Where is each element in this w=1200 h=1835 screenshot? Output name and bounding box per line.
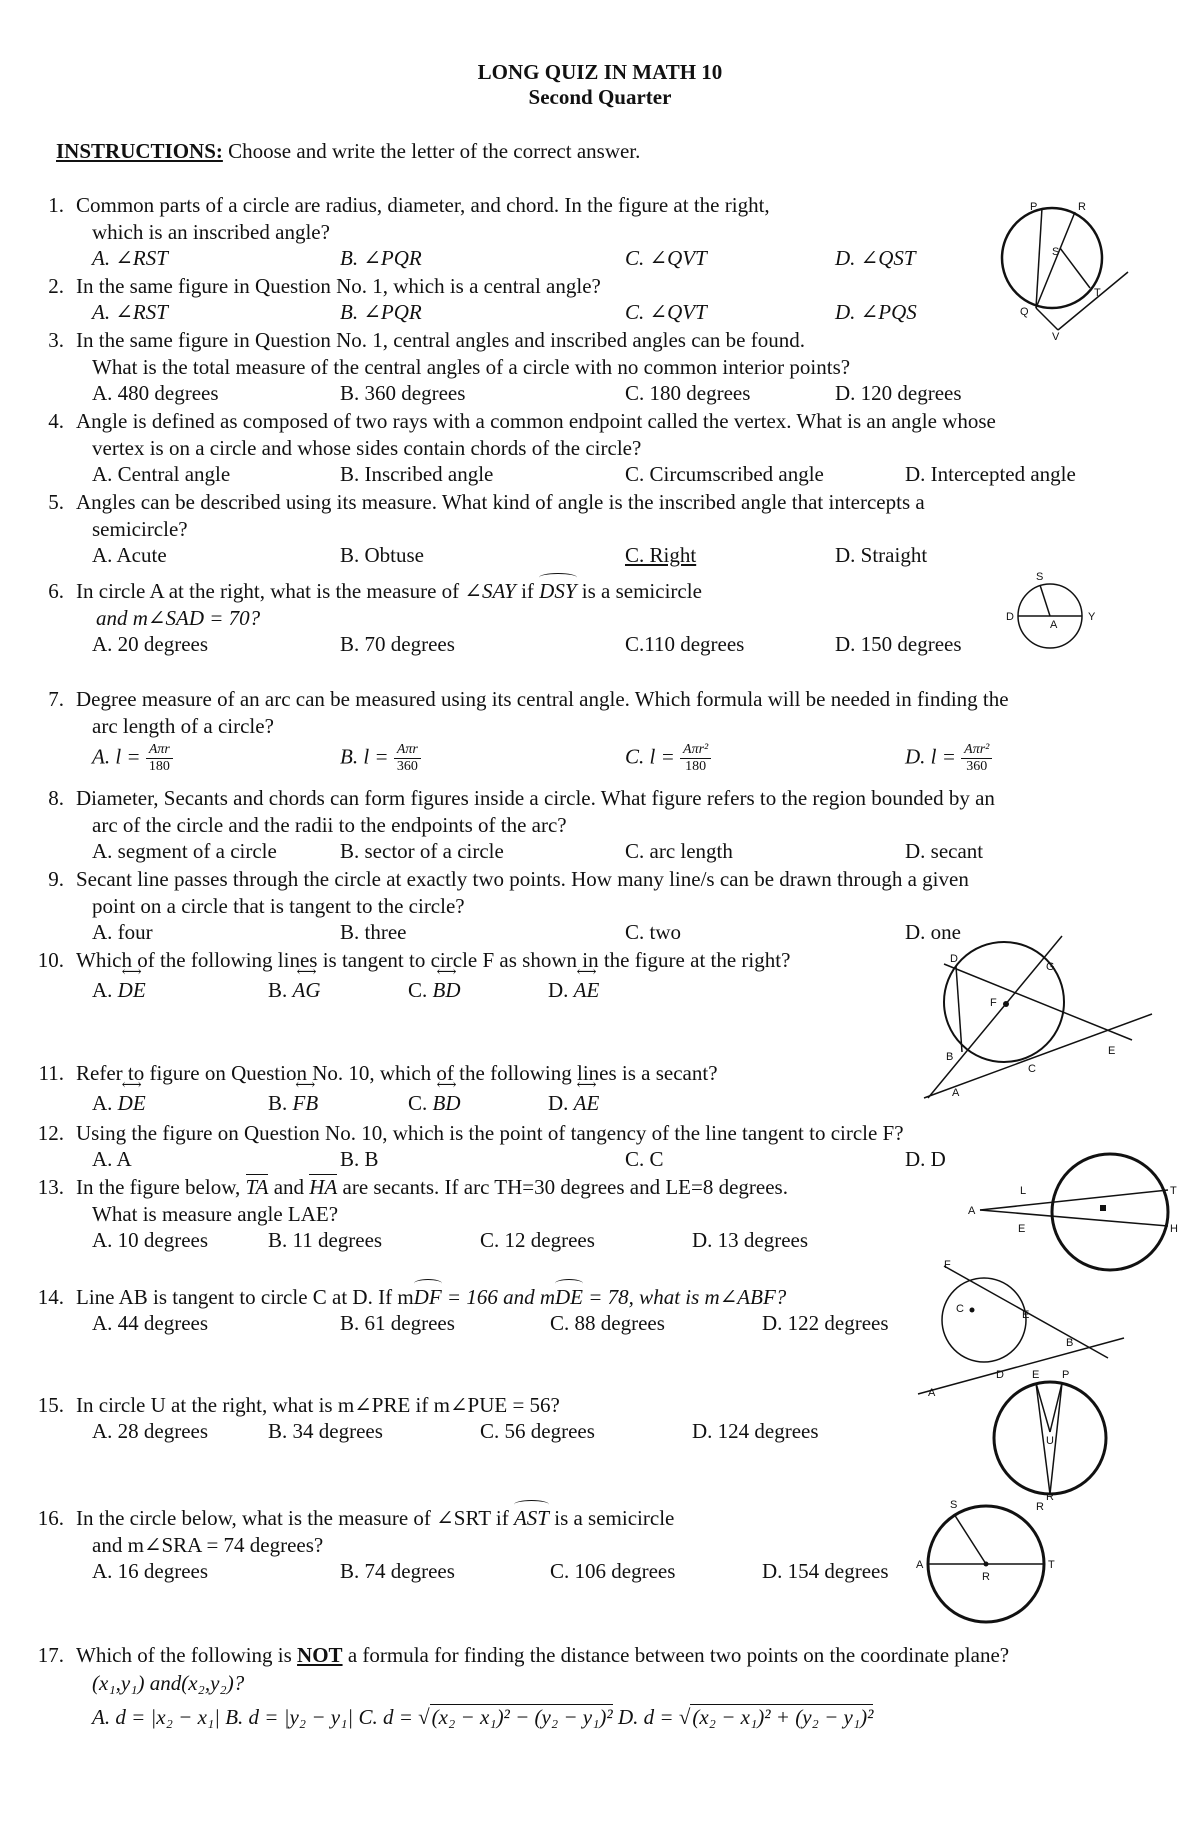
fig13-label: A (968, 1205, 976, 1217)
q17-choice-d[interactable] (618, 1705, 873, 1729)
question-text: Line AB is tangent to circle C at D. If m (76, 1285, 414, 1309)
q13-choice-c[interactable]: C. 12 degrees (480, 1228, 595, 1252)
q9-choice-a[interactable]: A. four (92, 920, 153, 944)
q13-choice-b[interactable]: B. 11 degrees (268, 1228, 383, 1252)
question-number: 7. (48, 687, 64, 711)
q12-choice-d[interactable]: D. D (905, 1147, 946, 1171)
question-8-line2: arc of the circle and the radii to the endpoints of the arc? (92, 813, 567, 837)
q3-choice-a[interactable]: A. 480 degrees (92, 381, 219, 405)
question-number: 15. (37, 1393, 64, 1417)
question-text: Common parts of a circle are radius, diameter, and chord. In the figure at the right, (76, 193, 770, 217)
fig16-label: A (916, 1559, 924, 1571)
question-text: is a semicircle (548, 1506, 675, 1530)
q2-choice-a[interactable]: A. ∠RST (92, 300, 168, 324)
question-9 (30, 866, 969, 893)
question-7 (30, 686, 1009, 713)
fig16-label: T (1048, 1559, 1055, 1571)
q6-choice-b[interactable]: B. 70 degrees (340, 632, 455, 656)
radius-as (1040, 585, 1050, 616)
fig1-label: V (1052, 331, 1060, 343)
quiz-subtitle: Second Quarter (528, 85, 672, 109)
q8-choice-b[interactable]: B. sector of a circle (340, 839, 504, 863)
q10-choice-a[interactable] (92, 978, 146, 1003)
figure-q16-circle (906, 1496, 1056, 1636)
choice-prefix: D. (548, 978, 574, 1002)
denominator: 360 (396, 759, 418, 774)
fig15-label: E (1032, 1369, 1040, 1381)
q2-choice-c[interactable]: C. ∠QVT (625, 300, 707, 324)
question-text: Degree measure of an arc can be measured using its central angle. Which formula will be needed in finding the (76, 687, 1009, 711)
arc-notation (514, 1506, 549, 1530)
question-4-line2: vertex is on a circle and whose sides contain chords of the circle? (92, 436, 642, 460)
q14-choice-a[interactable]: A. 44 degrees (92, 1311, 209, 1335)
denominator: 180 (148, 759, 170, 774)
fig10-label: F (990, 997, 997, 1009)
q17-choice-a[interactable]: A. d = |x₂ − x₁| (92, 1705, 220, 1729)
arc-label: DE (555, 1285, 584, 1309)
q13-choice-d[interactable]: D. 13 degrees (692, 1228, 809, 1252)
choice-prefix: B. l = (340, 744, 389, 769)
center-f (1003, 1001, 1009, 1007)
fig14-label: E (1022, 1309, 1030, 1321)
q10-choice-d[interactable] (548, 978, 599, 1003)
q6-choice-d[interactable]: D. 150 degrees (835, 632, 962, 656)
q7-choice-d[interactable] (905, 742, 992, 775)
q10-choice-c[interactable] (408, 978, 461, 1003)
fig6-label: D (1006, 611, 1014, 623)
q16-choice-d[interactable]: D. 154 degrees (762, 1559, 889, 1583)
fig15-label: R (1046, 1491, 1054, 1503)
radicand: (x₂ − x₁)² − (y₂ − y₁)² (431, 1705, 613, 1729)
fig14-label: A (928, 1387, 936, 1399)
fig15-label: U (1046, 1435, 1054, 1447)
question-1-line2: which is an inscribed angle? (92, 220, 330, 244)
fig1-label: S (1052, 246, 1060, 258)
q12-choice-c[interactable]: C. C (625, 1147, 664, 1171)
fig6-label: A (1050, 619, 1058, 631)
q1-choice-a[interactable]: A. ∠RST (92, 246, 168, 270)
question-number: 14. (37, 1285, 64, 1309)
q11-choice-a[interactable] (92, 1091, 146, 1116)
line-notation: ⟷ DE (118, 978, 146, 1003)
q11-choice-d[interactable] (548, 1091, 599, 1116)
fig13-label: L (1020, 1185, 1027, 1197)
question-text: In the same figure in Question No. 1, central angles and inscribed angles can be found. (76, 328, 805, 352)
center-r (984, 1562, 989, 1567)
question-3 (30, 327, 805, 354)
q4-choice-c[interactable]: C. Circumscribed angle (625, 462, 824, 486)
question-text: In circle U at the right, what is m∠PRE if m∠PUE = 56? (76, 1393, 560, 1417)
fig14-label: B (1066, 1337, 1074, 1349)
figure-q10-circle (922, 930, 1162, 1110)
q3-choice-c[interactable]: C. 180 degrees (625, 381, 751, 405)
question-6 (30, 578, 702, 605)
circle-c (942, 1278, 1026, 1362)
line-notation: ⟷ FB (293, 1091, 319, 1116)
q10-choice-b[interactable] (268, 978, 321, 1003)
center-c (970, 1308, 975, 1313)
question-number: 5. (48, 490, 64, 514)
q4-choice-b[interactable]: B. Inscribed angle (340, 462, 494, 486)
question-1 (30, 192, 770, 219)
q7-choice-c[interactable] (625, 742, 711, 775)
tangent-vt (1058, 272, 1128, 330)
denominator: 360 (966, 759, 988, 774)
q12-choice-b[interactable]: B. B (340, 1147, 379, 1171)
arc-notation (539, 579, 576, 603)
q3-choice-d[interactable]: D. 120 degrees (835, 381, 962, 405)
question-text: Which of the following lines is tangent to circle F as shown in the figure at the right? (76, 948, 791, 972)
angle-symbol: ∠SAY (464, 579, 516, 603)
line-notation: ⟷ AE (574, 978, 600, 1003)
q17-choices-row (92, 1704, 873, 1730)
q7-choice-a[interactable] (92, 742, 173, 775)
question-3-line2: What is the total measure of the central angles of a circle with no common interior points? (92, 355, 851, 379)
q1-choice-b[interactable]: B. ∠PQR (340, 246, 422, 270)
line-notation: ⟷ DE (118, 1091, 146, 1116)
q15-choice-a[interactable]: A. 28 degrees (92, 1419, 209, 1443)
line-notation: ⟷ BD (433, 978, 461, 1003)
secant-ta (980, 1190, 1168, 1210)
fraction (394, 742, 421, 775)
question-6-line2: and m∠SAD = 70? (96, 606, 261, 630)
q11-choice-b[interactable] (268, 1091, 318, 1116)
fig14-label: D (996, 1369, 1004, 1381)
emphasis-not: NOT (297, 1643, 343, 1667)
line-notation: ⟷ BD (433, 1091, 461, 1116)
arc-notation (555, 1285, 583, 1309)
fig16-label: R (982, 1571, 990, 1583)
fig13-label: H (1170, 1223, 1178, 1235)
circle (1002, 208, 1102, 308)
line-de (944, 964, 1132, 1040)
q9-choice-d[interactable]: D. one (905, 920, 961, 944)
figure-q6-circle (1000, 566, 1120, 650)
figure-q1-circle (990, 200, 1140, 343)
fig1-label: Q (1020, 306, 1029, 318)
q1-choice-c[interactable]: C. ∠QVT (625, 246, 707, 270)
q6-choice-c[interactable]: C.110 degrees (625, 632, 745, 656)
fig10-label: E (1108, 1045, 1116, 1057)
q5-choice-c[interactable]: C. Right (625, 543, 697, 567)
q5-choice-d[interactable]: D. Straight (835, 543, 928, 567)
question-text: and (268, 1175, 310, 1199)
q1-choice-d[interactable]: D. ∠QST (835, 246, 916, 270)
question-number: 11. (38, 1061, 64, 1085)
quiz-title: LONG QUIZ IN MATH 10 (477, 60, 723, 84)
q15-choice-b[interactable]: B. 34 degrees (268, 1419, 383, 1443)
q5-choice-b[interactable]: B. Obtuse (340, 543, 424, 567)
fig10-label: G (1046, 961, 1055, 973)
fig14-label: C (956, 1303, 964, 1315)
question-number: 12. (37, 1121, 64, 1145)
question-text: are secants. If arc TH=30 degrees and LE=8 degrees. (337, 1175, 788, 1199)
q15-choice-d[interactable]: D. 124 degrees (692, 1419, 819, 1443)
numerator: Aπr (394, 742, 421, 759)
q4-choice-a[interactable]: A. Central angle (92, 462, 231, 486)
fraction (961, 742, 992, 775)
question-number: 17. (37, 1643, 64, 1667)
numerator: Aπr² (680, 742, 711, 759)
question-text: Diameter, Secants and chords can form figures inside a circle. What figure refers to the region bounded by an (76, 786, 995, 810)
question-number: 16. (37, 1506, 64, 1530)
q16-choice-c[interactable]: C. 106 degrees (550, 1559, 676, 1583)
question-text: Using the figure on Question No. 10, which is the point of tangency of the line tangent to circle F? (76, 1121, 904, 1145)
q7-choice-b[interactable] (340, 742, 421, 775)
q14-choice-b[interactable]: B. 61 degrees (340, 1311, 455, 1335)
numerator: Aπr (146, 742, 173, 759)
question-text: In the circle below, what is the measure of ∠SRT if (76, 1506, 514, 1530)
arc-label: AST (513, 1506, 549, 1530)
tangent-qv (1036, 308, 1058, 330)
question-4 (30, 408, 996, 435)
line-notation: ⟷ AE (574, 1091, 600, 1116)
question-9-line2: point on a circle that is tangent to the circle? (92, 894, 465, 918)
q16-choice-a[interactable]: A. 16 degrees (92, 1559, 209, 1583)
q8-choice-d[interactable]: D. secant (905, 839, 984, 863)
fig10-label: B (946, 1051, 954, 1063)
choice-prefix: C. d = (358, 1705, 419, 1729)
fig10-label: C (1028, 1063, 1036, 1075)
numerator: Aπr² (961, 742, 992, 759)
segment-notation: HA (309, 1175, 338, 1199)
radius-ue (1036, 1383, 1050, 1432)
question-text: is a semicircle (576, 579, 702, 603)
question-text: Angles can be described using its measure. What kind of angle is the inscribed angle that intercepts a (76, 490, 925, 514)
q14-choice-c[interactable]: C. 88 degrees (550, 1311, 665, 1335)
question-text: a formula for finding the distance between two points on the coordinate plane? (342, 1643, 1010, 1667)
line-ag (928, 936, 1062, 1098)
question-text: Angle is defined as composed of two rays with a common endpoint called the vertex. What is an angle whose (76, 409, 996, 433)
radicand: (x₂ − x₁)² + (y₂ − y₁)² (692, 1705, 874, 1729)
instructions (56, 138, 640, 165)
q3-choice-b[interactable]: B. 360 degrees (340, 381, 466, 405)
question-number: 4. (48, 409, 64, 433)
question-16 (30, 1505, 674, 1532)
arc-notation (414, 1285, 442, 1309)
radius-up (1050, 1383, 1062, 1432)
figure-q13-circle (960, 1150, 1190, 1274)
fig13-label: E (1018, 1223, 1026, 1235)
question-text: Secant line passes through the circle at exactly two points. How many line/s can be drawn through a given (76, 867, 969, 891)
fig1-label: R (1078, 201, 1086, 213)
question-7-line2: arc length of a circle? (92, 714, 274, 738)
fig15-label: P (1062, 1369, 1070, 1381)
q4-choice-d[interactable]: D. Intercepted angle (905, 462, 1076, 486)
question-number: 3. (48, 328, 64, 352)
question-number: 10. (37, 948, 64, 972)
fig13-label: T (1170, 1185, 1177, 1197)
fig10-label: A (952, 1087, 960, 1099)
line-ae (924, 1014, 1152, 1098)
question-text: = 166 and m (441, 1285, 556, 1309)
choice-prefix: A. l = (92, 744, 141, 769)
fig1-label: T (1094, 287, 1101, 299)
q16-choice-b[interactable]: B. 74 degrees (340, 1559, 455, 1583)
center-point (1100, 1205, 1106, 1211)
q9-choice-c[interactable]: C. two (625, 920, 682, 944)
choice-prefix: D. (548, 1091, 574, 1115)
question-number: 6. (48, 579, 64, 603)
question-17 (30, 1642, 1009, 1669)
segment-notation: TA (245, 1175, 269, 1199)
question-5 (30, 489, 925, 516)
q15-choice-c[interactable]: C. 56 degrees (480, 1419, 595, 1443)
question-text: Refer to figure on Question No. 10, which of the following lines is a secant? (76, 1061, 718, 1085)
q8-choice-c[interactable]: C. arc length (625, 839, 733, 863)
choice-prefix: D. l = (905, 744, 956, 769)
question-number: 2. (48, 274, 64, 298)
circle (1052, 1154, 1168, 1270)
question-text: if (515, 579, 540, 603)
q17-choice-b[interactable]: B. d = |y₂ − y₁| (225, 1705, 354, 1729)
question-13 (30, 1174, 788, 1201)
fig16-label: S (950, 1499, 958, 1511)
q11-choice-c[interactable] (408, 1091, 461, 1116)
question-2 (30, 273, 601, 300)
choice-prefix: A. (92, 1091, 118, 1115)
q17-choice-c[interactable] (358, 1705, 612, 1729)
choice-prefix: C. (408, 978, 433, 1002)
instructions-label: INSTRUCTIONS: (56, 139, 223, 163)
question-14 (30, 1284, 786, 1311)
radius-rs (954, 1514, 986, 1564)
question-text: In circle A at the right, what is the measure of (76, 579, 465, 603)
question-text: In the same figure in Question No. 1, which is a central angle? (76, 274, 601, 298)
q14-choice-d[interactable]: D. 122 degrees (762, 1311, 889, 1335)
fig10-label: D (950, 953, 958, 965)
fig1-label: P (1030, 201, 1038, 213)
fig16-label: R (1036, 1501, 1044, 1513)
question-number: 13. (37, 1175, 64, 1199)
choice-prefix: D. d = (617, 1705, 679, 1729)
choice-prefix: C. (408, 1091, 433, 1115)
choice-prefix: C. l = (625, 744, 675, 769)
question-text: Which of the following is (76, 1643, 298, 1667)
choice-prefix: B. (268, 978, 293, 1002)
choice-prefix: A. (92, 978, 118, 1002)
line-notation: ⟷ AG (293, 978, 321, 1003)
question-number: 1. (48, 193, 64, 217)
question-5-line2: semicircle? (92, 517, 188, 541)
q5-choice-a[interactable]: A. Acute (92, 543, 167, 567)
fraction (680, 742, 711, 775)
segment-st (1060, 248, 1090, 288)
q8-choice-a[interactable]: A. segment of a circle (92, 839, 277, 863)
q9-choice-b[interactable]: B. three (340, 920, 407, 944)
question-text: = 78, what is m∠ABF? (583, 1285, 787, 1309)
question-12 (30, 1120, 904, 1147)
q6-choice-a[interactable]: A. 20 degrees (92, 632, 209, 656)
secant-ha (980, 1210, 1168, 1226)
arc-label: DF (413, 1285, 442, 1309)
q2-choice-b[interactable]: B. ∠PQR (340, 300, 422, 324)
figure-q15-circle (980, 1369, 1120, 1503)
question-number: 9. (48, 867, 64, 891)
question-text: In the figure below, (76, 1175, 246, 1199)
q2-choice-d[interactable]: D. ∠PQS (835, 300, 917, 324)
sqrt-icon: √ (678, 1705, 691, 1729)
instructions-text: Choose and write the letter of the correct answer. (222, 139, 641, 163)
sqrt-icon: √ (418, 1705, 430, 1729)
arc-label: DSY (539, 579, 577, 603)
question-13-line2: What is measure angle LAE? (92, 1202, 339, 1226)
fig6-label: S (1036, 571, 1044, 583)
question-number: 8. (48, 786, 64, 810)
fig6-label: Y (1088, 611, 1096, 623)
fig14-label: F (944, 1259, 951, 1271)
denominator: 180 (685, 759, 707, 774)
question-15 (30, 1392, 560, 1419)
choice-prefix: B. (268, 1091, 293, 1115)
q13-choice-a[interactable]: A. 10 degrees (92, 1228, 209, 1252)
question-17-line2: (x₁,y₁) and(x₂,y₂)? (92, 1671, 245, 1695)
q12-choice-a[interactable]: A. A (92, 1147, 132, 1171)
question-16-line2: and m∠SRA = 74 degrees? (92, 1533, 324, 1557)
question-8 (30, 785, 995, 812)
fraction (146, 742, 173, 775)
chord-pq (1036, 208, 1042, 308)
